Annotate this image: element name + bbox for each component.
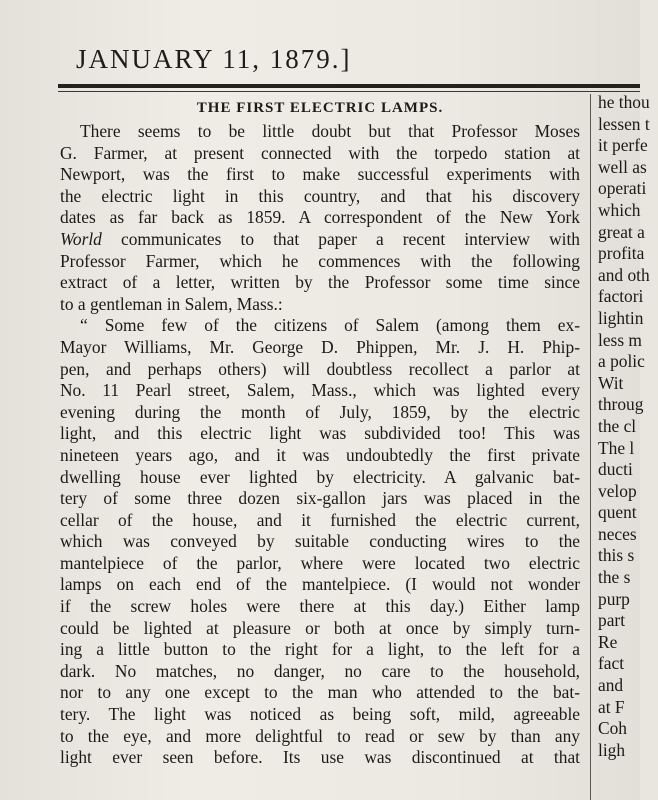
article-line: No. 11 Pearl street, Salem, Mass., which was lighted every <box>60 380 580 401</box>
adjacent-column-line: profita <box>598 243 645 264</box>
article-line: tery. The light was noticed as being soft, mild, agreeable <box>60 704 580 725</box>
adjacent-column-line: lessen t <box>598 113 650 134</box>
adjacent-column-line: factori <box>598 286 644 307</box>
article-headline: THE FIRST ELECTRIC LAMPS. <box>196 100 444 116</box>
article-first-electric-lamps <box>60 96 580 769</box>
header-rule-thick <box>58 84 640 88</box>
article-line: nineteen years ago, and it was undoubtedly the first private <box>60 444 580 465</box>
adjacent-column-line: Coh <box>598 718 627 739</box>
adjacent-column-line: neces <box>598 523 637 544</box>
adjacent-column-line: the s <box>598 567 631 588</box>
article-line: There seems to be little doubt but that Professor Moses <box>80 121 580 141</box>
article-line: tery of some three dozen six-gallon jars was placed in the <box>60 488 580 509</box>
header-rule-thin <box>58 91 640 92</box>
adjacent-column-line: lightin <box>598 307 644 328</box>
article-line: dwelling house ever lighted by electricity. A galvanic bat- <box>60 466 580 487</box>
adjacent-column-line: at F <box>598 696 625 717</box>
article-line: which was conveyed by suitable conducting wires to the <box>60 531 580 552</box>
article-line: evening during the month of July, 1859, by the electric <box>60 401 580 422</box>
article-line: World communicates to that paper a recent interview with <box>60 228 580 249</box>
adjacent-column-line: he thou <box>598 92 650 112</box>
article-line: the electric light in this country, and that his discovery <box>60 185 580 206</box>
adjacent-column-line: this s <box>598 545 635 566</box>
article-line: to a gentleman in Salem, Mass.: <box>60 293 283 314</box>
adjacent-column-line: less m <box>598 329 642 350</box>
adjacent-column-line: purp <box>598 588 630 609</box>
adjacent-column-line: Re <box>598 631 618 652</box>
adjacent-column-line: quent <box>598 502 637 523</box>
adjacent-column-line: Wit <box>598 372 624 393</box>
adjacent-column-line: which <box>598 199 641 220</box>
page-date-header: JANUARY 11, 1879.] <box>76 44 352 74</box>
adjacent-column-line: velop <box>598 480 637 501</box>
article-line: dates as far back as 1859. A correspondent of the New York <box>60 207 580 228</box>
article-line: G. Farmer, at present connected with the torpedo station at <box>60 142 580 163</box>
article-line: extract of a letter, written by the Professor some time since <box>60 272 580 293</box>
article-line: light ever seen before. Its use was discontinued at that <box>60 747 580 768</box>
adjacent-column-body <box>598 92 658 761</box>
article-line: lamps on each end of the mantelpiece. (I would not wonder <box>60 574 580 595</box>
adjacent-column-line: and oth <box>598 264 650 285</box>
adjacent-column-line: the cl <box>598 415 637 436</box>
article-line: could be lighted at pleasure or both at once by simply turn- <box>60 617 580 638</box>
adjacent-column-line: well as <box>598 156 647 177</box>
article-line: pen, and perhaps others) will doubtless recollect a parlor at <box>60 358 580 379</box>
column-divider <box>590 94 591 800</box>
article-line: Professor Farmer, which he commences with the following <box>60 250 580 271</box>
article-line: cellar of the house, and it furnished the electric current, <box>60 509 580 530</box>
adjacent-column-fragment <box>598 92 658 761</box>
article-line: ing a little button to the right for a light, to the left for a <box>60 639 580 660</box>
adjacent-column-line: part <box>598 610 626 631</box>
adjacent-column-line: ligh <box>598 739 626 760</box>
article-line: “ Some few of the citizens of Salem (among them ex- <box>80 315 580 336</box>
article-line: Newport, was the first to make successful experiments with <box>60 164 580 185</box>
article-line: if the screw holes were there at this day.) Either lamp <box>60 596 580 617</box>
article-line: to the eye, and more delightful to read or sew by than any <box>60 725 580 746</box>
article-line: light, and this electric light was subdivided too! This was <box>60 423 580 444</box>
adjacent-column-line: fact <box>598 653 625 674</box>
article-body <box>60 121 580 769</box>
article-line: dark. No matches, no danger, no care to the household, <box>60 660 580 681</box>
adjacent-column-line: The l <box>598 437 635 458</box>
adjacent-column-line: great a <box>598 221 645 242</box>
adjacent-column-line: ducti <box>598 459 633 480</box>
article-line: mantelpiece of the parlor, where were located two electric <box>60 552 580 573</box>
article-line: Mayor Williams, Mr. George D. Phippen, Mr. J. H. Phip- <box>60 336 580 357</box>
adjacent-column-line: it perfe <box>598 135 648 156</box>
adjacent-column-line: throug <box>598 394 644 415</box>
adjacent-column-line: a polic <box>598 351 645 372</box>
adjacent-column-line: and <box>598 675 624 696</box>
article-line: nor to any one except to the man who attended to the bat- <box>60 682 580 703</box>
adjacent-column-line: operati <box>598 178 647 199</box>
